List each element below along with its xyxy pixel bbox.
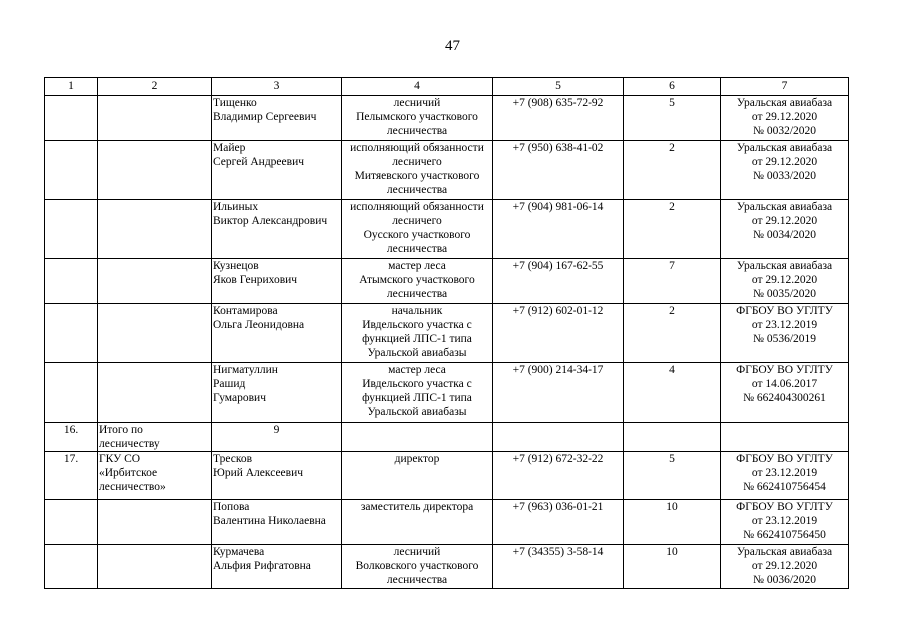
position-cell [342,96,493,141]
count-cell: 10 [624,545,721,589]
organization-cell [98,141,212,200]
table-row [45,304,849,363]
table-row [45,96,849,141]
document-cell [721,423,849,452]
phone-cell: +7 (950) 638-41-02 [493,141,624,200]
position-cell-line: Ивдельского участка с [362,319,472,331]
organization-cell [98,200,212,259]
row-number-cell [45,200,98,259]
document-cell-line: № 0032/2020 [752,125,817,137]
document-cell-line: Уральская авиабаза [736,201,833,213]
row-number-cell: 17. [45,452,98,500]
full-name-cell [212,141,342,200]
position-cell-line: лесничего [392,156,442,168]
document-cell-line: № 0035/2020 [752,288,817,300]
full-name-cell-line: Владимир Сергеевич [213,111,317,123]
table-header-row [45,78,849,96]
staff-table [44,77,849,589]
position-cell-line: мастер леса [388,364,446,376]
full-name-cell-line: Яков Генрихович [213,274,298,286]
document-cell-line: ФГБОУ ВО УГЛТУ [736,364,833,376]
count-cell: 2 [624,304,721,363]
position-cell-line: лесничества [386,288,448,300]
full-name-cell [212,200,342,259]
table-row [45,363,849,423]
row-number-cell [45,141,98,200]
position-cell-line: Ивдельского участка с [362,378,472,390]
phone-cell: +7 (963) 036-01-21 [493,500,624,545]
document-cell-line: ФГБОУ ВО УГЛТУ [736,453,833,465]
document-cell-line: № 0034/2020 [752,229,817,241]
organization-cell-line: ГКУ СО [99,453,141,465]
full-name-cell [212,545,342,589]
full-name-cell-line: Майер [213,142,246,154]
full-name-cell [212,452,342,500]
full-name-cell [212,500,342,545]
position-cell [342,545,493,589]
row-number-cell [45,96,98,141]
position-cell [342,141,493,200]
phone-cell: +7 (34355) 3-58-14 [493,545,624,589]
organization-cell [98,96,212,141]
position-cell-line: лесничества [386,125,448,137]
document-cell-line: Уральская авиабаза [736,142,833,154]
position-cell-line: исполняющий обязанности [350,142,484,154]
document-cell-line: от 23.12.2019 [751,467,818,479]
position-cell-line: заместитель директора [360,501,474,513]
position-cell-line: лесничества [386,184,448,196]
full-name-cell-line: Ильиных [213,201,259,213]
document-cell-line: № 0036/2020 [752,574,817,586]
position-cell [342,500,493,545]
organization-cell [98,452,212,500]
position-cell [342,452,493,500]
position-cell-line: Атымского участкового [359,274,475,286]
document-cell-line: № 662404300261 [743,392,826,404]
document-cell-line: от 23.12.2019 [751,319,818,331]
position-cell [342,200,493,259]
table-row [45,545,849,589]
row-number-cell [45,545,98,589]
count-cell: 5 [624,452,721,500]
row-number-cell [45,304,98,363]
position-cell-line: Уральской авиабазы [367,347,467,359]
document-cell-line: от 29.12.2020 [751,156,818,168]
full-name-cell-line: Сергей Андреевич [213,156,305,168]
row-number-cell [45,363,98,423]
header-cell: 2 [98,78,212,96]
header-cell: 3 [212,78,342,96]
full-name-cell-line: Попова [213,501,250,513]
full-name-cell-line: Контамирова [213,305,278,317]
position-cell-line: лесничества [386,243,448,255]
document-cell [721,363,849,423]
position-cell-line: Оусского участкового [363,229,471,241]
phone-cell: +7 (912) 602-01-12 [493,304,624,363]
organization-cell [98,304,212,363]
position-cell [342,259,493,304]
position-cell-line: Митяевского участкового [354,170,480,182]
document-cell-line: от 14.06.2017 [751,378,818,390]
full-name-cell [212,363,342,423]
count-cell: 5 [624,96,721,141]
document-cell-line: от 29.12.2020 [751,111,818,123]
organization-cell-line: Итого по [99,424,143,436]
organization-cell [98,423,212,452]
document-cell-line: от 23.12.2019 [751,515,818,527]
full-name-cell-line: Кузнецов [213,260,259,272]
full-name-cell-line: Валентина Николаевна [213,515,326,527]
full-name-cell [212,259,342,304]
row-number-cell [45,500,98,545]
header-cell: 7 [721,78,849,96]
position-cell-line: лесничества [386,574,448,586]
document-cell [721,200,849,259]
full-name-cell [212,96,342,141]
position-cell-line: лесничий [393,546,441,558]
position-cell-line: директор [394,453,440,465]
full-name-cell-line: Тищенко [213,97,257,109]
phone-cell: +7 (904) 981-06-14 [493,200,624,259]
document-cell [721,96,849,141]
document-cell [721,259,849,304]
position-cell-line: мастер леса [388,260,446,272]
phone-cell: +7 (900) 214-34-17 [493,363,624,423]
document-cell-line: № 0536/2019 [752,333,817,345]
position-cell-line: Уральской авиабазы [367,406,467,418]
full-name-cell-line: Тресков [213,453,253,465]
document-cell [721,452,849,500]
header-cell: 5 [493,78,624,96]
position-cell [342,363,493,423]
row-number-cell: 16. [45,423,98,452]
table-row [45,500,849,545]
document-cell-line: от 29.12.2020 [751,274,818,286]
full-name-cell-line: Нигматуллин [213,364,278,376]
header-cell: 1 [45,78,98,96]
page-number: 47 [445,38,460,54]
position-cell-line: лесничий [393,97,441,109]
count-cell: 10 [624,500,721,545]
table-row [45,141,849,200]
header-cell: 6 [624,78,721,96]
position-cell-line: функцией ЛПС-1 типа [362,333,472,345]
table-row [45,452,849,500]
count-cell: 2 [624,141,721,200]
full-name-cell [212,304,342,363]
document-cell-line: № 662410756454 [743,481,826,493]
organization-cell-line: лесничество» [99,481,166,493]
full-name-cell-line: Гумарович [213,392,266,404]
full-name-cell-line: Рашид [213,378,246,390]
full-name-cell-line: Ольга Леонидовна [213,319,305,331]
count-cell [624,423,721,452]
count-cell: 7 [624,259,721,304]
position-cell-line: лесничего [392,215,442,227]
organization-cell-line: «Ирбитское [99,467,158,479]
header-cell: 4 [342,78,493,96]
organization-cell [98,363,212,423]
table-row [45,200,849,259]
position-cell-line: Волковского участкового [355,560,479,572]
phone-cell: +7 (904) 167-62-55 [493,259,624,304]
document-cell [721,500,849,545]
document-cell [721,304,849,363]
document-cell-line: от 29.12.2020 [751,560,818,572]
document-cell [721,141,849,200]
document-cell [721,545,849,589]
count-cell: 4 [624,363,721,423]
table-row [45,259,849,304]
organization-cell [98,500,212,545]
position-cell-line: функцией ЛПС-1 типа [362,392,472,404]
position-cell-line: Пелымского участкового [356,111,478,123]
phone-cell: +7 (912) 672-32-22 [493,452,624,500]
total-count-cell: 9 [212,423,342,452]
organization-cell [98,545,212,589]
organization-cell [98,259,212,304]
position-cell [342,423,493,452]
full-name-cell-line: Альфия Рифгатовна [213,560,311,572]
document-cell-line: Уральская авиабаза [736,546,833,558]
full-name-cell-line: Курмачева [213,546,265,558]
row-number-cell [45,259,98,304]
document-cell-line: Уральская авиабаза [736,97,833,109]
position-cell-line: исполняющий обязанности [350,201,484,213]
document-cell-line: от 29.12.2020 [751,215,818,227]
document-cell-line: ФГБОУ ВО УГЛТУ [736,501,833,513]
organization-cell-line: лесничеству [99,438,160,450]
phone-cell: +7 (908) 635-72-92 [493,96,624,141]
table-row [45,423,849,452]
document-cell-line: ФГБОУ ВО УГЛТУ [736,305,833,317]
full-name-cell-line: Юрий Алексеевич [213,467,304,479]
document-cell-line: № 662410756450 [743,529,826,541]
document-cell-line: № 0033/2020 [752,170,817,182]
document-cell-line: Уральская авиабаза [736,260,833,272]
phone-cell [493,423,624,452]
position-cell [342,304,493,363]
full-name-cell-line: Виктор Александрович [213,215,328,227]
position-cell-line: начальник [391,305,443,317]
count-cell: 2 [624,200,721,259]
